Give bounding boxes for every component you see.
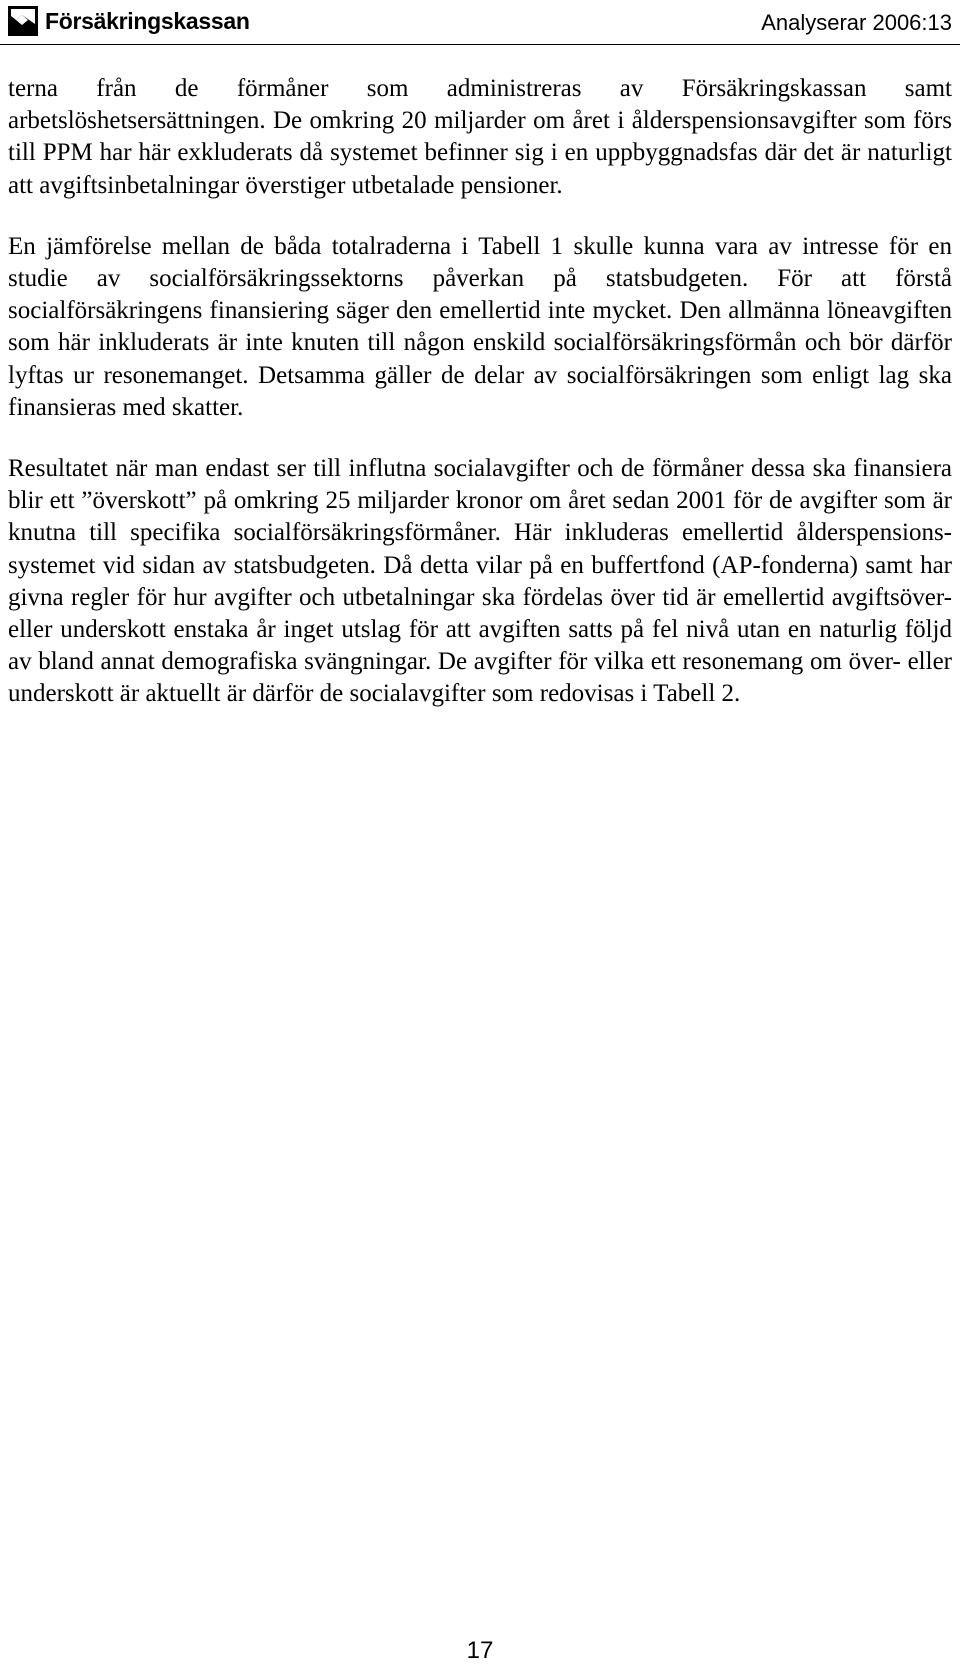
forsakringskassan-logo-icon <box>8 6 38 36</box>
page-header <box>0 0 960 44</box>
body-text <box>8 73 952 740</box>
paragraph: En jämförelse mellan de båda totalraderna i Tabell 1 skulle kunna vara av intresse för en studie av socialförsäkringssektorns påverkan på statsbudgeten. För att förstå socialförsäkringens finansiering säger den emellertid inte mycket. Den allmänna löneavgiften som här inkluderats är inte knuten till någon enskild socialförsäkringsförmån och bör därför lyftas ur resonemanget. Detsamma gäller de delar av socialförsäkringen som enligt lag ska finansieras med skatter. <box>8 232 952 421</box>
paragraph: Resultatet när man endast ser till influtna socialavgifter och de förmåner dessa ska finansiera blir ett ”överskott” på omkring 25 miljarder kronor om året sedan 2001 för de avgifter som är knutna till specifika socialförsäkringsförmåner. Här inkluderas emellertid ålderspensionssystemet vid sidan av statsbudgeten. Då detta vilar på en buffertfond (AP-fonderna) samt har givna regler för hur avgifter och utbetalningar ska fördelas över tid är emellertid avgiftsöver- eller underskott enstaka år inget utslag för att avgiften satts på fel nivå utan en naturlig följd av bland annat demografiska svängningar. De avgifter för vilka ett resonemang om över- eller underskott är aktuellt är därför de socialavgifter som redovisas i Tabell 2. <box>8 455 952 708</box>
paragraph: terna från de förmåner som administreras av Försäkringskassan samt arbetslöshetsersättningen. De omkring 20 miljarder om året i ålderspensionsavgifter som förs till PPM har här exkluderats då systemet befinner sig i en uppbyggnadsfas där det är naturligt att avgiftsinbetalningar överstiger utbetalade pensioner. <box>8 75 952 199</box>
logo-text: Försäkringskassan <box>45 8 250 34</box>
page-number: 17 <box>466 1637 494 1664</box>
report-series: Analyserar 2006:13 <box>761 10 952 35</box>
logo <box>8 6 250 36</box>
header-rule <box>0 44 960 45</box>
